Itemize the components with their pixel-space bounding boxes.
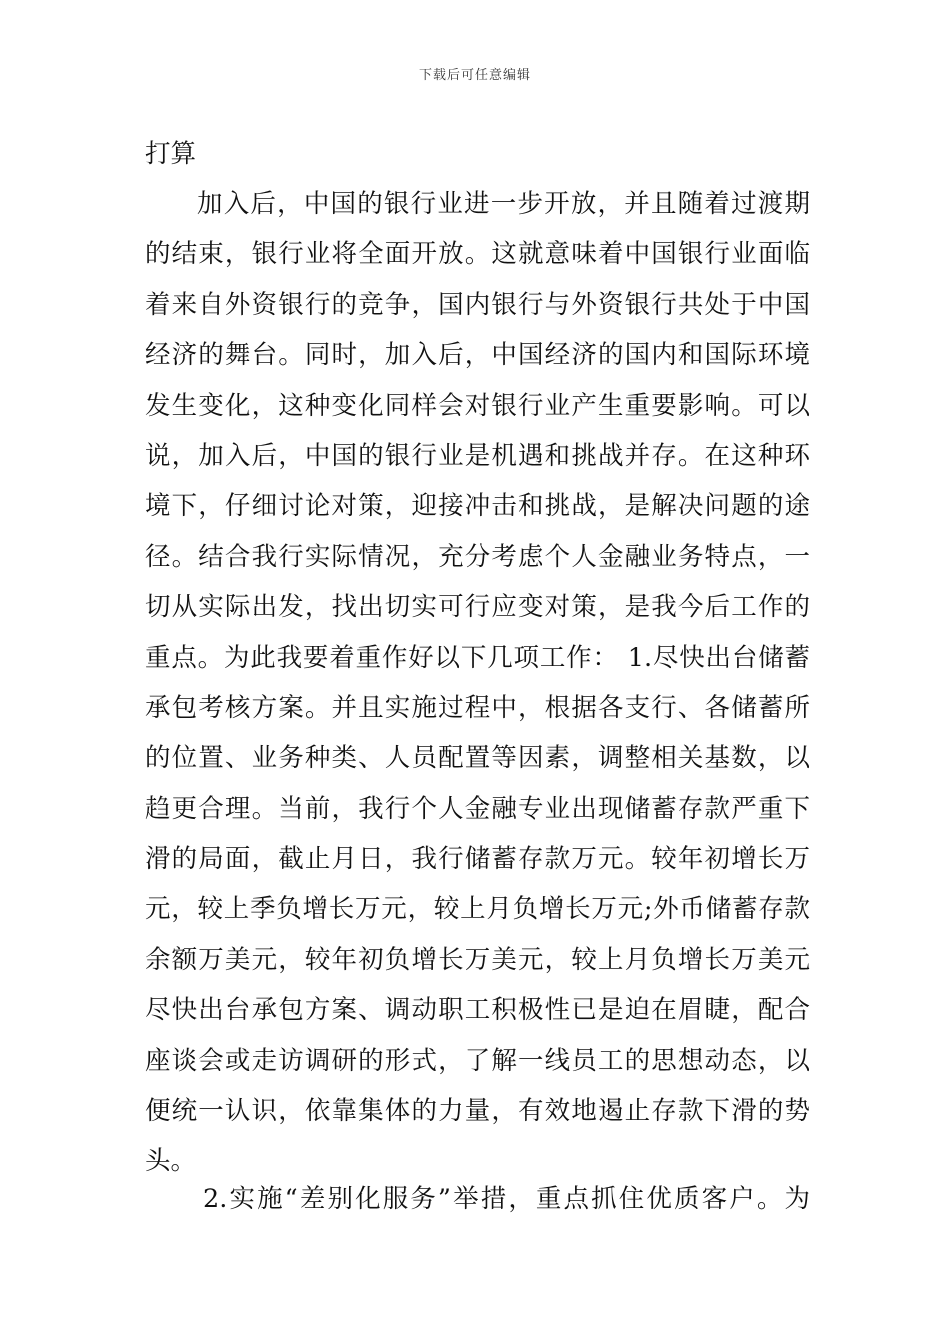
paragraph-line: 径。结合我行实际情况，充分考虑个人金融业务特点，一 [145,541,810,572]
paragraph-line: 尽快出台承包方案、调动职工积极性已是迫在眉睫，配合 [145,995,810,1026]
paragraph-line: 的结束，银行业将全面开放。这就意味着中国银行业面临 [145,239,810,270]
paragraph-line: 座谈会或走访调研的形式，了解一线员工的思想动态，以 [145,1045,810,1076]
paragraph-line: 的位置、业务种类、人员配置等因素，调整相关基数，以 [145,743,810,774]
page-header: 下载后可任意编辑 [418,68,531,83]
paragraph-line: 头。 [145,1146,197,1177]
paragraph-line: 趋更合理。当前，我行个人金融专业出现储蓄存款严重下 [145,793,810,824]
title-line: 打算 [145,139,197,169]
paragraph-line: 重点。为此我要着重作好以下几项工作： 1.尽快出台储蓄 [145,642,810,673]
paragraph-line: 境下，仔细讨论对策，迎接冲击和挑战，是解决问题的途 [145,491,810,522]
paragraph-line: 便统一认识，依靠集体的力量，有效地遏止存款下滑的势 [145,1096,810,1127]
paragraph-line: 余额万美元，较年初负增长万美元，较上月负增长万美元 [145,944,810,975]
paragraph-line: 滑的局面，截止月日，我行储蓄存款万元。较年初增长万 [145,844,810,875]
paragraph-line: 切从实际出发，找出切实可行应变对策，是我今后工作的 [145,592,810,623]
paragraph-line: 2.实施“差别化服务”举措，重点抓住优质客户。为 [203,1184,810,1214]
paragraph-line: 发生变化，这种变化同样会对银行业产生重要影响。可以 [145,390,810,421]
paragraph-line: 元，较上季负增长万元，较上月负增长万元;外币储蓄存款 [145,894,810,925]
paragraph-line: 经济的舞台。同时，加入后，中国经济的国内和国际环境 [145,340,810,371]
paragraph-line: 说，加入后，中国的银行业是机遇和挑战并存。在这种环 [145,440,810,471]
paragraph-line: 加入后，中国的银行业进一步开放，并且随着过渡期 [197,189,810,219]
paragraph-2 [145,1174,810,1224]
paragraph-line: 着来自外资银行的竞争，国内银行与外资银行共处于中国 [145,289,810,320]
paragraph-1 [145,179,810,1187]
paragraph-line: 承包考核方案。并且实施过程中，根据各支行、各储蓄所 [145,692,810,723]
section-title [145,129,810,179]
